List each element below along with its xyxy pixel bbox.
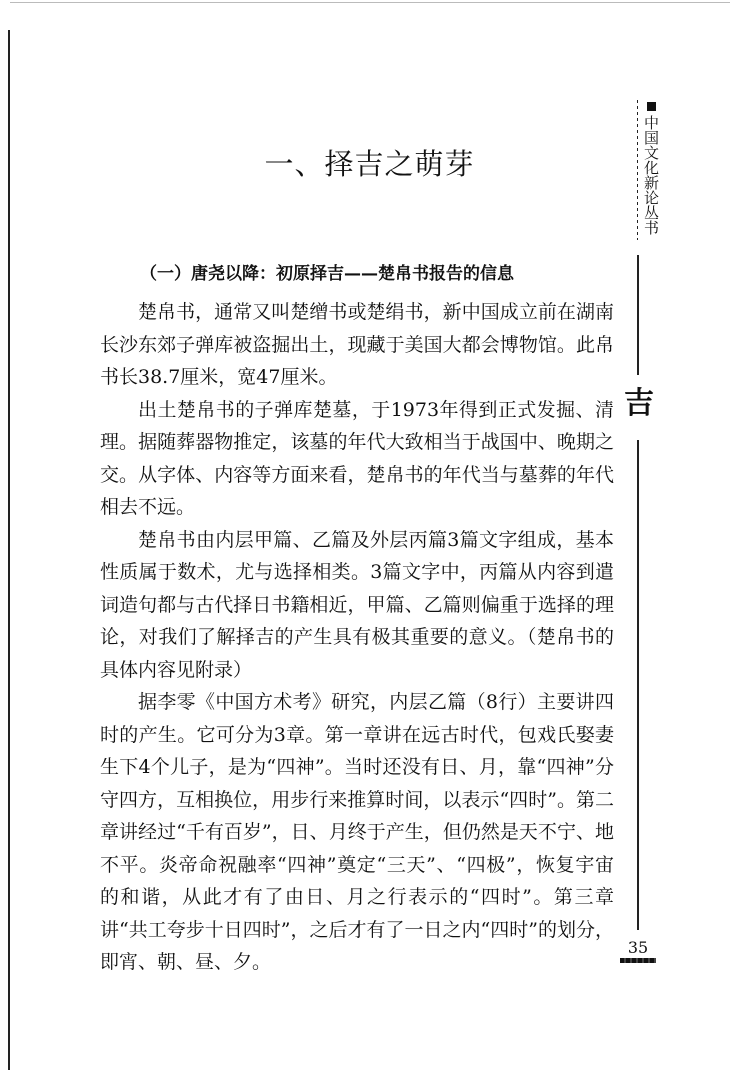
chapter-title: 一、择吉之萌芽 (264, 147, 475, 181)
page-top-edge (10, 2, 730, 3)
page-number: 35 (627, 938, 649, 957)
series-name: 中国文化新论丛书 (642, 115, 660, 235)
paragraph-2: 出土楚帛书的子弹库楚墓，于1973年得到正式发掘、清理。据随葬器物推定，该墓的年代大致相当于战国中、晚期之交。从字体、内容等方面来看，楚帛书的年代当与墓葬的年代相去不远。 (100, 398, 614, 518)
paragraph-4: 据李零《中国方术考》研究，内层乙篇（8行）主要讲四时的产生。它可分为3章。第一章讲在远古时代，包戏氏娶妻生下4个儿子，是为“四神”。当时还没有日、月，靠“四神”分守四方，互相换位，用步行来推算时间，以表示“四时”。第二章讲经过“千有百岁”，日、月终于产生，但仍然是天不宁、地不平。炎帝命祝融率“四神”奠定“三天”、“四极”，恢复宇宙的和谐，从此才有了由日、月之行表示的“四时”。第三章讲“共工夸步十日四时”，之后才有了一日之内“四时”的划分，即宵、朝、昼、夕。 (100, 691, 614, 973)
page-number-bar (620, 958, 656, 963)
margin-rule-upper (637, 255, 639, 375)
paragraph-3: 楚帛书由内层甲篇、乙篇及外层丙篇3篇文字组成，基本性质属于数术，尤与选择相类。3篇文字中，丙篇从内容到遣词造句都与古代择日书籍相近，甲篇、乙篇则偏重于选择的理论，对我们了解择吉的产生具有极其重要的意义。（楚帛书的具体内容见附录） (100, 528, 614, 681)
margin-rule-lower (637, 440, 639, 930)
page-left-edge (8, 30, 10, 1070)
paragraph-1: 楚帛书，通常又叫楚缯书或楚绢书，新中国成立前在湖南长沙东郊子弹库被盗掘出土，现藏于美国大都会博物馆。此帛书长38.7厘米，宽47厘米。 (100, 301, 614, 388)
series-name-vertical (640, 100, 662, 235)
square-bullet-icon (647, 102, 656, 111)
margin-emblem: 吉 (624, 386, 654, 421)
body-text (100, 262, 614, 979)
section-heading: （一）唐尧以降：初原择吉——楚帛书报告的信息 (140, 264, 514, 284)
series-dotted-rule (637, 100, 638, 240)
